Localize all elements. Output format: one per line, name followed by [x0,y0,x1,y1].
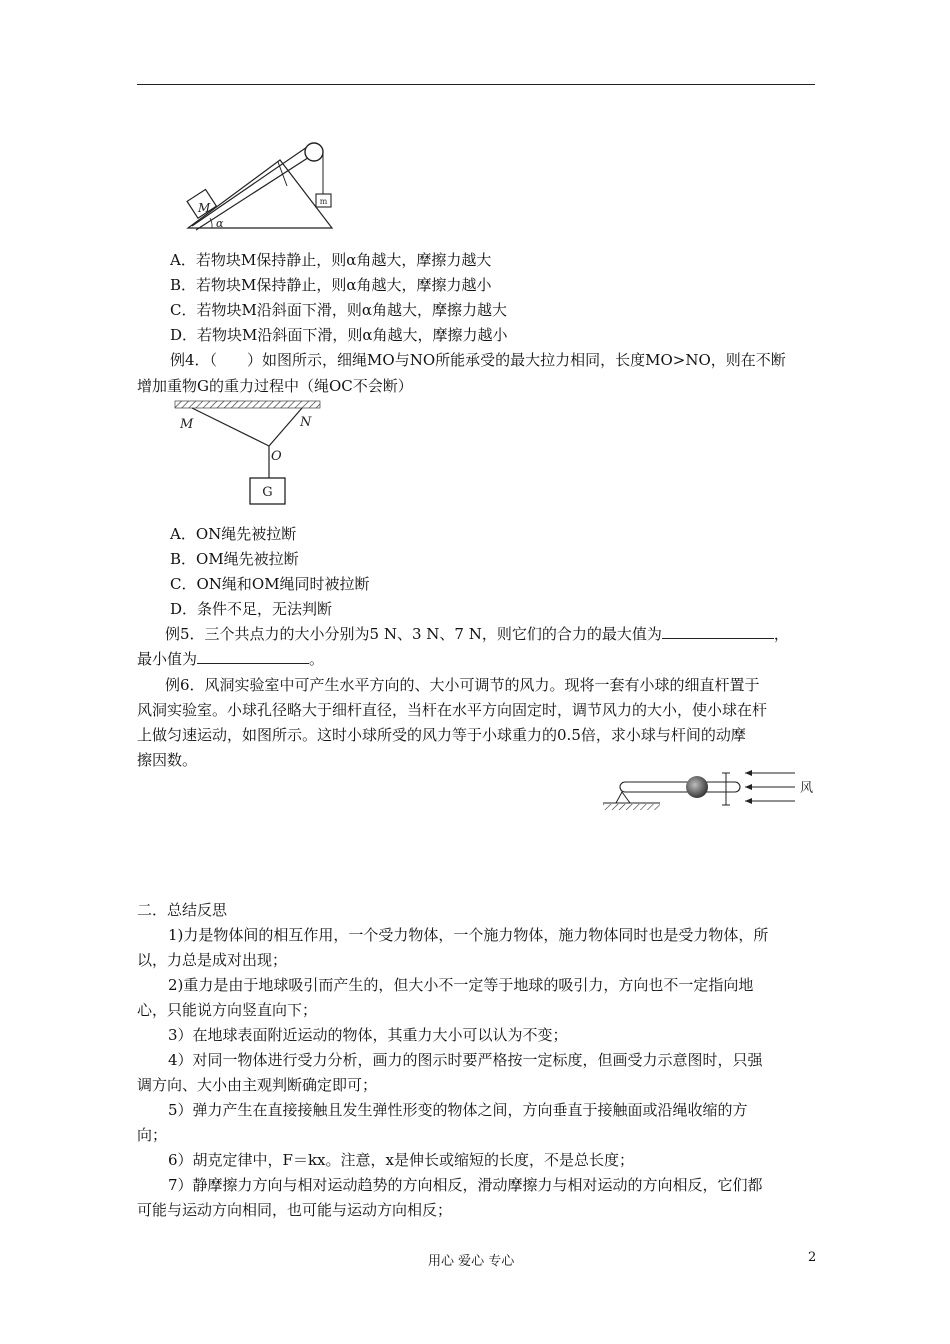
board-lower-edge [196,152,317,230]
footer-center: 用心 爱心 专心 [428,1254,515,1269]
ex4-option-c: C．ON绳和OM绳同时被拉断 [170,575,370,593]
label-n: N [300,415,312,430]
ball [686,776,708,798]
incline-pulley-figure [180,130,350,235]
ex5-line1-text: 例5．三个共点力的大小分别为5 N、3 N、7 N，则它们的合力的最大值为 [165,625,662,643]
summary-line-4: 心，只能说方向竖直向下； [137,1001,318,1019]
weight-label: m [319,197,328,206]
page-number: 2 [808,1250,817,1265]
block-label: M [198,201,211,215]
summary-line-11: 7）静摩擦力方向与相对运动趋势的方向相反，滑动摩擦力与相对运动的方向相反，它们都 [168,1176,763,1194]
max-value-blank [662,624,774,639]
ex6-line3: 上做匀速运动，如图所示。这时小球所受的风力等于小球重力的0.5倍，求小球与杆间的动摩 [137,726,746,744]
summary-heading: 二．总结反思 [137,901,228,919]
summary-line-6: 4）对同一物体进行受力分析，画力的图示时要严格按一定标度，但画受力示意图时，只强 [168,1051,763,1069]
ceiling [175,401,320,408]
summary-line-10: 6）胡克定律中，F＝kx。注意，x是伸长或缩短的长度，不是总长度； [168,1151,634,1169]
rope-mo [192,408,269,446]
label-g: G [262,485,273,500]
min-value-blank [197,649,309,664]
summary-line-7: 调方向、大小由主观判断确定即可； [137,1076,378,1094]
ex4-option-a: A．ON绳先被拉断 [170,525,297,543]
summary-line-12: 可能与运动方向相同，也可能与运动方向相反； [137,1201,453,1219]
ex3-option-c: C．若物块M沿斜面下滑，则α角越大，摩擦力越大 [170,301,507,319]
ex5-line2 [137,649,324,669]
ex3-option-d: D．若物块M沿斜面下滑，则α角越大，摩擦力越小 [170,326,508,344]
ex5-line1-end: ， [773,625,789,643]
wind-label: 风 [800,781,814,796]
ex5-line2-end: 。 [309,650,325,668]
summary-line-5: 3）在地球表面附近运动的物体，其重力大小可以认为不变； [168,1026,568,1044]
ex3-option-a: A．若物块M保持静止，则α角越大，摩擦力越大 [170,251,492,269]
ex5-line2-text: 最小值为 [137,650,198,668]
ex5-line1 [165,624,789,644]
ex3-option-b: B．若物块M保持静止，则α角越大，摩擦力越小 [170,276,492,294]
rope-no [269,408,302,446]
incline-wedge [188,160,332,228]
label-o: O [271,449,282,464]
ex4-option-b: B．OM绳先被拉断 [170,550,299,568]
ex6-line2: 风洞实验室。小球孔径略大于细杆直径，当杆在水平方向固定时，调节风力的大小，使小球在杆 [137,701,768,719]
angle-label: α [216,217,224,230]
fixed-rod [620,782,740,792]
ex4-line1: 例4．（ ）如图所示，细绳MO与NO所能承受的最大拉力相同，长度MO>NO，则在不断 [170,351,786,369]
pulley [305,143,323,161]
summary-line-1: 1)力是物体间的相互作用，一个受力物体，一个施力物体，施力物体同时也是受力物体，所 [168,926,769,944]
summary-line-9: 向； [137,1126,168,1144]
header-rule [137,84,815,85]
ex6-line4: 擦因数。 [137,751,198,769]
wind-tunnel-figure [600,765,830,823]
label-m: M [180,417,194,432]
rope-weight-figure [170,398,325,510]
rod-support [616,792,630,803]
summary-line-8: 5）弹力产生在直接接触且发生弹性形变的物体之间，方向垂直于接触面或沿绳收缩的方 [168,1101,748,1119]
ex4-option-d: D．条件不足，无法判断 [170,600,333,618]
summary-line-3: 2)重力是由于地球吸引而产生的，但大小不一定等于地球的吸引力，方向也不一定指向地 [168,976,754,994]
ex4-line2: 增加重物G的重力过程中（绳OC不会断） [137,377,413,395]
ex6-line1: 例6．风洞实验室中可产生水平方向的、大小可调节的风力。现将一套有小球的细直杆置于 [165,676,760,694]
summary-line-2: 以，力总是成对出现； [137,951,288,969]
ground [603,804,660,810]
